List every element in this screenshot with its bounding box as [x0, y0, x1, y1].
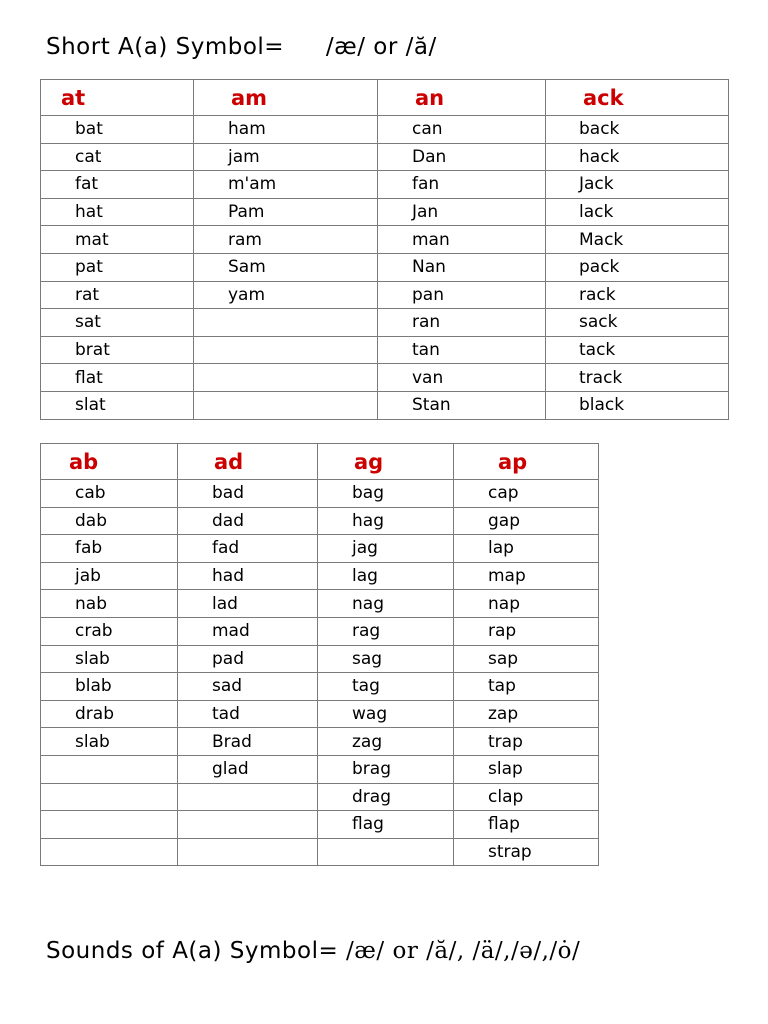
word-text: had — [212, 566, 244, 587]
table-row — [41, 391, 729, 419]
word-text: fad — [212, 538, 240, 559]
word-cell — [378, 143, 546, 171]
word-text: cab — [75, 483, 106, 504]
word-cell — [318, 673, 454, 701]
word-cell — [178, 811, 318, 839]
word-text: Stan — [412, 395, 451, 416]
word-text: track — [579, 367, 623, 388]
table-row — [41, 171, 729, 199]
word-text: pack — [579, 257, 620, 278]
table-row — [41, 838, 599, 866]
word-cell — [546, 171, 729, 199]
word-cell — [454, 811, 599, 839]
table-row — [41, 728, 599, 756]
footer-symbols: /æ/ or /ă/, /ä/,/ə/,/ȯ/ — [338, 938, 581, 964]
word-text: crab — [75, 621, 113, 642]
table-row — [41, 281, 729, 309]
table-one-column-header — [546, 80, 729, 116]
word-cell — [454, 535, 599, 563]
word-text: jab — [75, 566, 101, 587]
word-text: pad — [212, 648, 244, 669]
word-cell — [194, 253, 378, 281]
word-cell — [378, 364, 546, 392]
word-cell — [454, 728, 599, 756]
table-one-column-header — [41, 80, 194, 116]
word-cell — [318, 535, 454, 563]
table-row — [41, 673, 599, 701]
word-cell — [454, 700, 599, 728]
table-row — [41, 336, 729, 364]
word-text: jag — [352, 538, 378, 559]
word-cell — [41, 116, 194, 144]
word-cell — [378, 281, 546, 309]
word-cell — [454, 673, 599, 701]
word-cell — [41, 535, 178, 563]
word-cell — [318, 811, 454, 839]
word-cell — [178, 507, 318, 535]
word-text: man — [412, 229, 450, 250]
word-table-two — [40, 443, 599, 866]
word-cell — [454, 755, 599, 783]
word-cell — [41, 590, 178, 618]
word-cell — [178, 673, 318, 701]
word-cell — [41, 391, 194, 419]
word-text: flap — [488, 814, 520, 835]
table-two-header-label: ab — [69, 449, 99, 474]
word-cell — [546, 116, 729, 144]
word-cell — [378, 253, 546, 281]
table-row — [41, 364, 729, 392]
word-text: brag — [352, 759, 391, 780]
word-cell — [318, 838, 454, 866]
word-cell — [41, 171, 194, 199]
word-cell — [546, 391, 729, 419]
word-cell — [41, 755, 178, 783]
word-text: fat — [75, 174, 99, 195]
word-cell — [178, 590, 318, 618]
title-prefix: Short A(a) Symbol= — [46, 34, 285, 60]
word-text: bad — [212, 483, 244, 504]
word-text: flat — [75, 367, 103, 388]
word-cell — [546, 198, 729, 226]
word-text: van — [412, 367, 444, 388]
word-cell — [454, 480, 599, 508]
table-one-column-header — [194, 80, 378, 116]
footer-heading — [46, 938, 580, 964]
table-one-header-label: an — [415, 85, 445, 110]
word-cell — [41, 811, 178, 839]
word-cell — [41, 281, 194, 309]
table-two-column-header — [178, 444, 318, 480]
word-text: sad — [212, 676, 243, 697]
word-cell — [41, 562, 178, 590]
table-row — [41, 617, 599, 645]
word-cell — [41, 226, 194, 254]
word-cell — [318, 645, 454, 673]
word-text: glad — [212, 759, 249, 780]
word-text: rag — [352, 621, 381, 642]
word-cell — [194, 364, 378, 392]
word-cell — [41, 253, 194, 281]
word-cell — [546, 281, 729, 309]
word-text: rap — [488, 621, 517, 642]
word-cell — [546, 226, 729, 254]
word-text: map — [488, 566, 526, 587]
word-text: lap — [488, 538, 514, 559]
table-row — [41, 590, 599, 618]
word-cell — [318, 755, 454, 783]
word-text: Jan — [412, 202, 439, 223]
word-text: lag — [352, 566, 378, 587]
word-text: tad — [212, 704, 240, 725]
word-text: cat — [75, 146, 102, 167]
page-title — [46, 34, 437, 60]
word-cell — [194, 116, 378, 144]
word-text: lad — [212, 593, 238, 614]
table-two-column-header — [41, 444, 178, 480]
word-cell — [178, 535, 318, 563]
word-cell — [194, 143, 378, 171]
word-cell — [41, 645, 178, 673]
table-one-header-row — [41, 80, 729, 116]
word-text: sag — [352, 648, 383, 669]
word-cell — [178, 562, 318, 590]
word-text: sat — [75, 312, 101, 333]
word-text: slab — [75, 731, 110, 752]
table-row — [41, 226, 729, 254]
word-cell — [41, 198, 194, 226]
word-text: can — [412, 119, 443, 140]
word-text: bag — [352, 483, 384, 504]
table-row — [41, 198, 729, 226]
word-cell — [41, 143, 194, 171]
word-cell — [41, 364, 194, 392]
table-row — [41, 507, 599, 535]
word-text: drab — [75, 704, 114, 725]
word-text: sap — [488, 648, 519, 669]
table-two-body — [41, 480, 599, 866]
word-cell — [194, 336, 378, 364]
word-cell — [318, 700, 454, 728]
word-text: brat — [75, 340, 110, 361]
table-two-header-row — [41, 444, 599, 480]
word-text: trap — [488, 731, 523, 752]
word-cell — [194, 281, 378, 309]
word-cell — [318, 617, 454, 645]
word-cell — [378, 226, 546, 254]
word-cell — [454, 838, 599, 866]
word-cell — [378, 391, 546, 419]
word-text: hat — [75, 202, 103, 223]
table-row — [41, 755, 599, 783]
word-text: rack — [579, 284, 616, 305]
word-text: Mack — [579, 229, 624, 250]
word-cell — [546, 253, 729, 281]
table-two-column-header — [318, 444, 454, 480]
word-cell — [178, 838, 318, 866]
word-text: gap — [488, 510, 520, 531]
word-cell — [378, 198, 546, 226]
word-text: drag — [352, 786, 391, 807]
word-text: dad — [212, 510, 244, 531]
word-cell — [454, 617, 599, 645]
word-text: Nan — [412, 257, 446, 278]
word-text: black — [579, 395, 625, 416]
word-text: flag — [352, 814, 384, 835]
word-text: mat — [75, 229, 109, 250]
word-cell — [178, 783, 318, 811]
title-symbols: /æ/ or /ă/ — [325, 34, 437, 60]
word-cell — [318, 783, 454, 811]
word-text: nap — [488, 593, 520, 614]
word-cell — [41, 507, 178, 535]
table-row — [41, 783, 599, 811]
word-text: jam — [228, 146, 260, 167]
word-text: tan — [412, 340, 440, 361]
word-cell — [454, 783, 599, 811]
word-text: fan — [412, 174, 440, 195]
table-one-header-label: at — [61, 85, 86, 110]
word-text: tap — [488, 676, 516, 697]
word-cell — [41, 617, 178, 645]
word-text: ram — [228, 229, 262, 250]
word-cell — [454, 645, 599, 673]
word-cell — [41, 673, 178, 701]
word-cell — [546, 143, 729, 171]
word-cell — [194, 391, 378, 419]
word-text: Jack — [579, 174, 614, 195]
word-cell — [178, 480, 318, 508]
word-cell — [454, 507, 599, 535]
word-cell — [546, 309, 729, 337]
word-cell — [194, 309, 378, 337]
word-cell — [41, 728, 178, 756]
word-cell — [318, 507, 454, 535]
word-cell — [318, 590, 454, 618]
table-two-header-label: ad — [214, 449, 244, 474]
word-text: ham — [228, 119, 266, 140]
word-cell — [41, 700, 178, 728]
word-text: hack — [579, 146, 620, 167]
word-cell — [41, 838, 178, 866]
word-cell — [41, 480, 178, 508]
word-cell — [178, 728, 318, 756]
word-text: ran — [412, 312, 441, 333]
table-row — [41, 700, 599, 728]
word-text: Dan — [412, 146, 447, 167]
word-cell — [41, 309, 194, 337]
word-text: slap — [488, 759, 523, 780]
table-row — [41, 116, 729, 144]
table-row — [41, 309, 729, 337]
table-two-header-label: ag — [354, 449, 384, 474]
word-cell — [194, 198, 378, 226]
word-text: mad — [212, 621, 250, 642]
table-row — [41, 562, 599, 590]
word-text: nag — [352, 593, 384, 614]
word-text: Sam — [228, 257, 266, 278]
word-text: dab — [75, 510, 107, 531]
word-text: fab — [75, 538, 103, 559]
word-text: tag — [352, 676, 380, 697]
word-text: back — [579, 119, 620, 140]
word-text: pan — [412, 284, 444, 305]
word-cell — [194, 226, 378, 254]
word-cell — [546, 364, 729, 392]
table-two-header-label: ap — [498, 449, 528, 474]
word-cell — [378, 171, 546, 199]
word-text: slab — [75, 648, 110, 669]
table-row — [41, 811, 599, 839]
word-cell — [178, 700, 318, 728]
word-cell — [41, 336, 194, 364]
word-text: nab — [75, 593, 107, 614]
word-text: zag — [352, 731, 383, 752]
word-cell — [41, 783, 178, 811]
word-text: rat — [75, 284, 100, 305]
table-one-header-label: am — [231, 85, 268, 110]
word-text: blab — [75, 676, 112, 697]
word-cell — [454, 590, 599, 618]
table-two-column-header — [454, 444, 599, 480]
word-cell — [454, 562, 599, 590]
word-text: sack — [579, 312, 618, 333]
word-text: tack — [579, 340, 616, 361]
word-text: Pam — [228, 202, 265, 223]
word-cell — [318, 562, 454, 590]
word-cell — [546, 336, 729, 364]
table-one-header-label: ack — [583, 85, 624, 110]
word-cell — [378, 309, 546, 337]
word-text: bat — [75, 119, 103, 140]
word-cell — [178, 645, 318, 673]
word-text: cap — [488, 483, 519, 504]
word-text: hag — [352, 510, 384, 531]
table-row — [41, 253, 729, 281]
word-text: m'am — [228, 174, 277, 195]
table-row — [41, 645, 599, 673]
word-cell — [318, 728, 454, 756]
word-cell — [178, 755, 318, 783]
word-text: slat — [75, 395, 106, 416]
word-cell — [178, 617, 318, 645]
word-cell — [318, 480, 454, 508]
word-table-one — [40, 79, 729, 420]
word-text: pat — [75, 257, 103, 278]
table-row — [41, 535, 599, 563]
word-text: zap — [488, 704, 519, 725]
word-cell — [378, 116, 546, 144]
table-one-column-header — [378, 80, 546, 116]
footer-prefix: Sounds of A(a) Symbol= — [46, 938, 339, 964]
word-text: strap — [488, 842, 532, 863]
word-text: yam — [228, 284, 266, 305]
table-row — [41, 143, 729, 171]
word-text: Brad — [212, 731, 252, 752]
word-text: wag — [352, 704, 388, 725]
table-one-body — [41, 116, 729, 420]
word-cell — [378, 336, 546, 364]
word-text: lack — [579, 202, 614, 223]
word-text: clap — [488, 786, 524, 807]
word-cell — [194, 171, 378, 199]
table-row — [41, 480, 599, 508]
